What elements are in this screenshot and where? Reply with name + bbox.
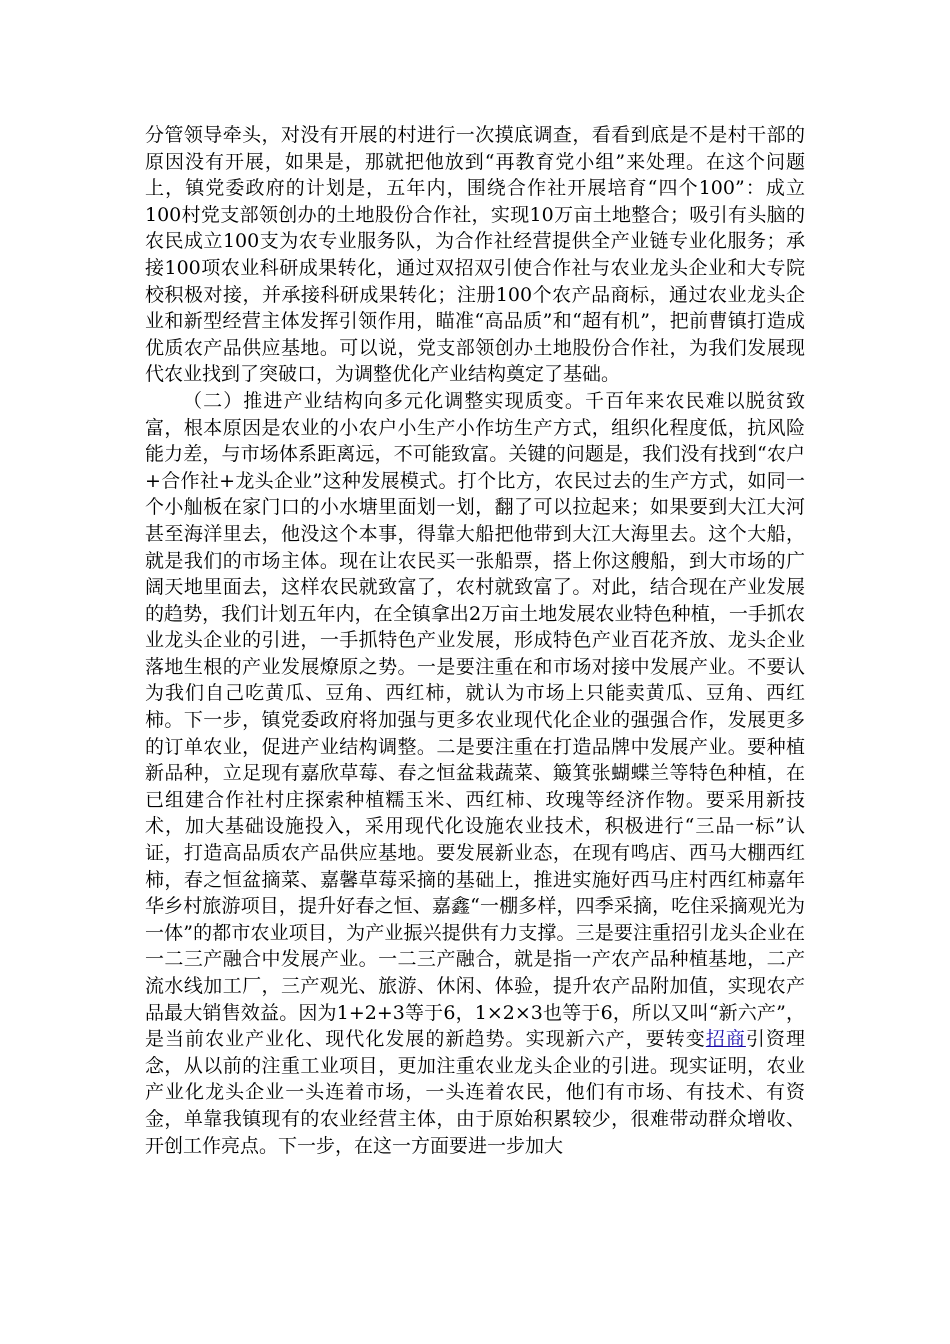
paragraph-2 xyxy=(145,388,805,1159)
paragraph-2-text-after-link: 引资理念，从以前的注重工业项目，更加注重农业龙头企业的引进。现实证明，农业产业化龙头企业一头连着市场，一头连着农民，他们有市场、有技术、有资金，单靠我镇现有的农业经营主体，由于原始积累较少，很难带动群众增收、开创工作亮点。下一步，在这一方面要进一步加大 xyxy=(145,1028,805,1157)
paragraph-1: 分管领导牵头，对没有开展的村进行一次摸底调查，看看到底是不是村干部的原因没有开展，如果是，那就把他放到“再教育党小组”来处理。在这个问题上，镇党委政府的计划是，五年内，围绕合作社开展培育“四个100”：成立100村党支部领创办的土地股份合作社，实现10万亩土地整合；吸引有头脑的农民成立100支为农专业服务队，为合作社经营提供全产业链专业化服务；承接100项农业科研成果转化，通过双招双引使合作社与农业龙头企业和大专院校积极对接，并承接科研成果转化；注册100个农产品商标，通过农业龙头企业和新型经营主体发挥引领作用，瞄准“高品质”和“超有机”，把前曹镇打造成优质农产品供应基地。可以说，党支部领创办土地股份合作社，为我们发展现代农业找到了突破口，为调整优化产业结构奠定了基础。 xyxy=(145,124,805,386)
document-body xyxy=(145,122,805,1159)
paragraph-2-text-before-link: （二）推进产业结构向多元化调整实现质变。千百年来农民难以脱贫致富，根本原因是农业的小农户小生产小作坊生产方式，组织化程度低，抗风险能力差，与市场体系距离远，不可能致富。关键的问题是，我们没有找到“农户+合作社+龙头企业”这种发展模式。打个比方，农民过去的生产方式，如同一个小舢板在家门口的小水塘里面划一划，翻了可以拉起来；如果要到大江大河甚至海洋里去，他没这个本事，得靠大船把他带到大江大海里去。这个大船，就是我们的市场主体。现在让农民买一张船票，搭上你这艘船，到大市场的广阔天地里面去，这样农民就致富了，农村就致富了。对此，结合现在产业发展的趋势，我们计划五年内，在全镇拿出2万亩土地发展农业特色种植，一手抓农业龙头企业的引进，一手抓特色产业发展，形成特色产业百花齐放、龙头企业落地生根的产业发展燎原之势。一是要注重在和市场对接中发展产业。不要认为我们自己吃黄瓜、豆角、西红柿，就认为市场上只能卖黄瓜、豆角、西红柿。下一步，镇党委政府将加强与更多农业现代化企业的强强合作，发展更多的订单农业，促进产业结构调整。二是要注重在打造品牌中发展产业。要种植新品种，立足现有嘉欣草莓、春之恒盆栽蔬菜、簸箕张蝴蝶兰等特色种植，在已组建合作社村庄探索种植糯玉米、西红柿、玫瑰等经济作物。要采用新技术，加大基础设施投入，采用现代化设施农业技术，积极进行“三品一标”认证，打造高品质农产品供应基地。要发展新业态，在现有鸣店、西马大棚西红柿，春之恒盆摘菜、嘉馨草莓采摘的基础上，推进实施好西马庄村西红柿嘉年华乡村旅游项目，提升好春之恒、嘉鑫“一棚多样，四季采摘，吃住采摘观光为一体”的都市农业项目，为产业振兴提供有力支撑。三是要注重招引龙头企业在一二三产融合中发展产业。一二三产融合，就是指一产农产品种植基地，二产流水线加工厂，三产观光、旅游、休闲、体验，提升农产品附加值，实现农产品最大销售效益。因为1+2+3等于6，1×2×3也等于6，所以又叫“新六产”，是当前农业产业化、现代化发展的新趋势。实现新六产，要转变 xyxy=(145,389,805,1051)
investment-link[interactable]: 招商 xyxy=(705,1028,746,1051)
